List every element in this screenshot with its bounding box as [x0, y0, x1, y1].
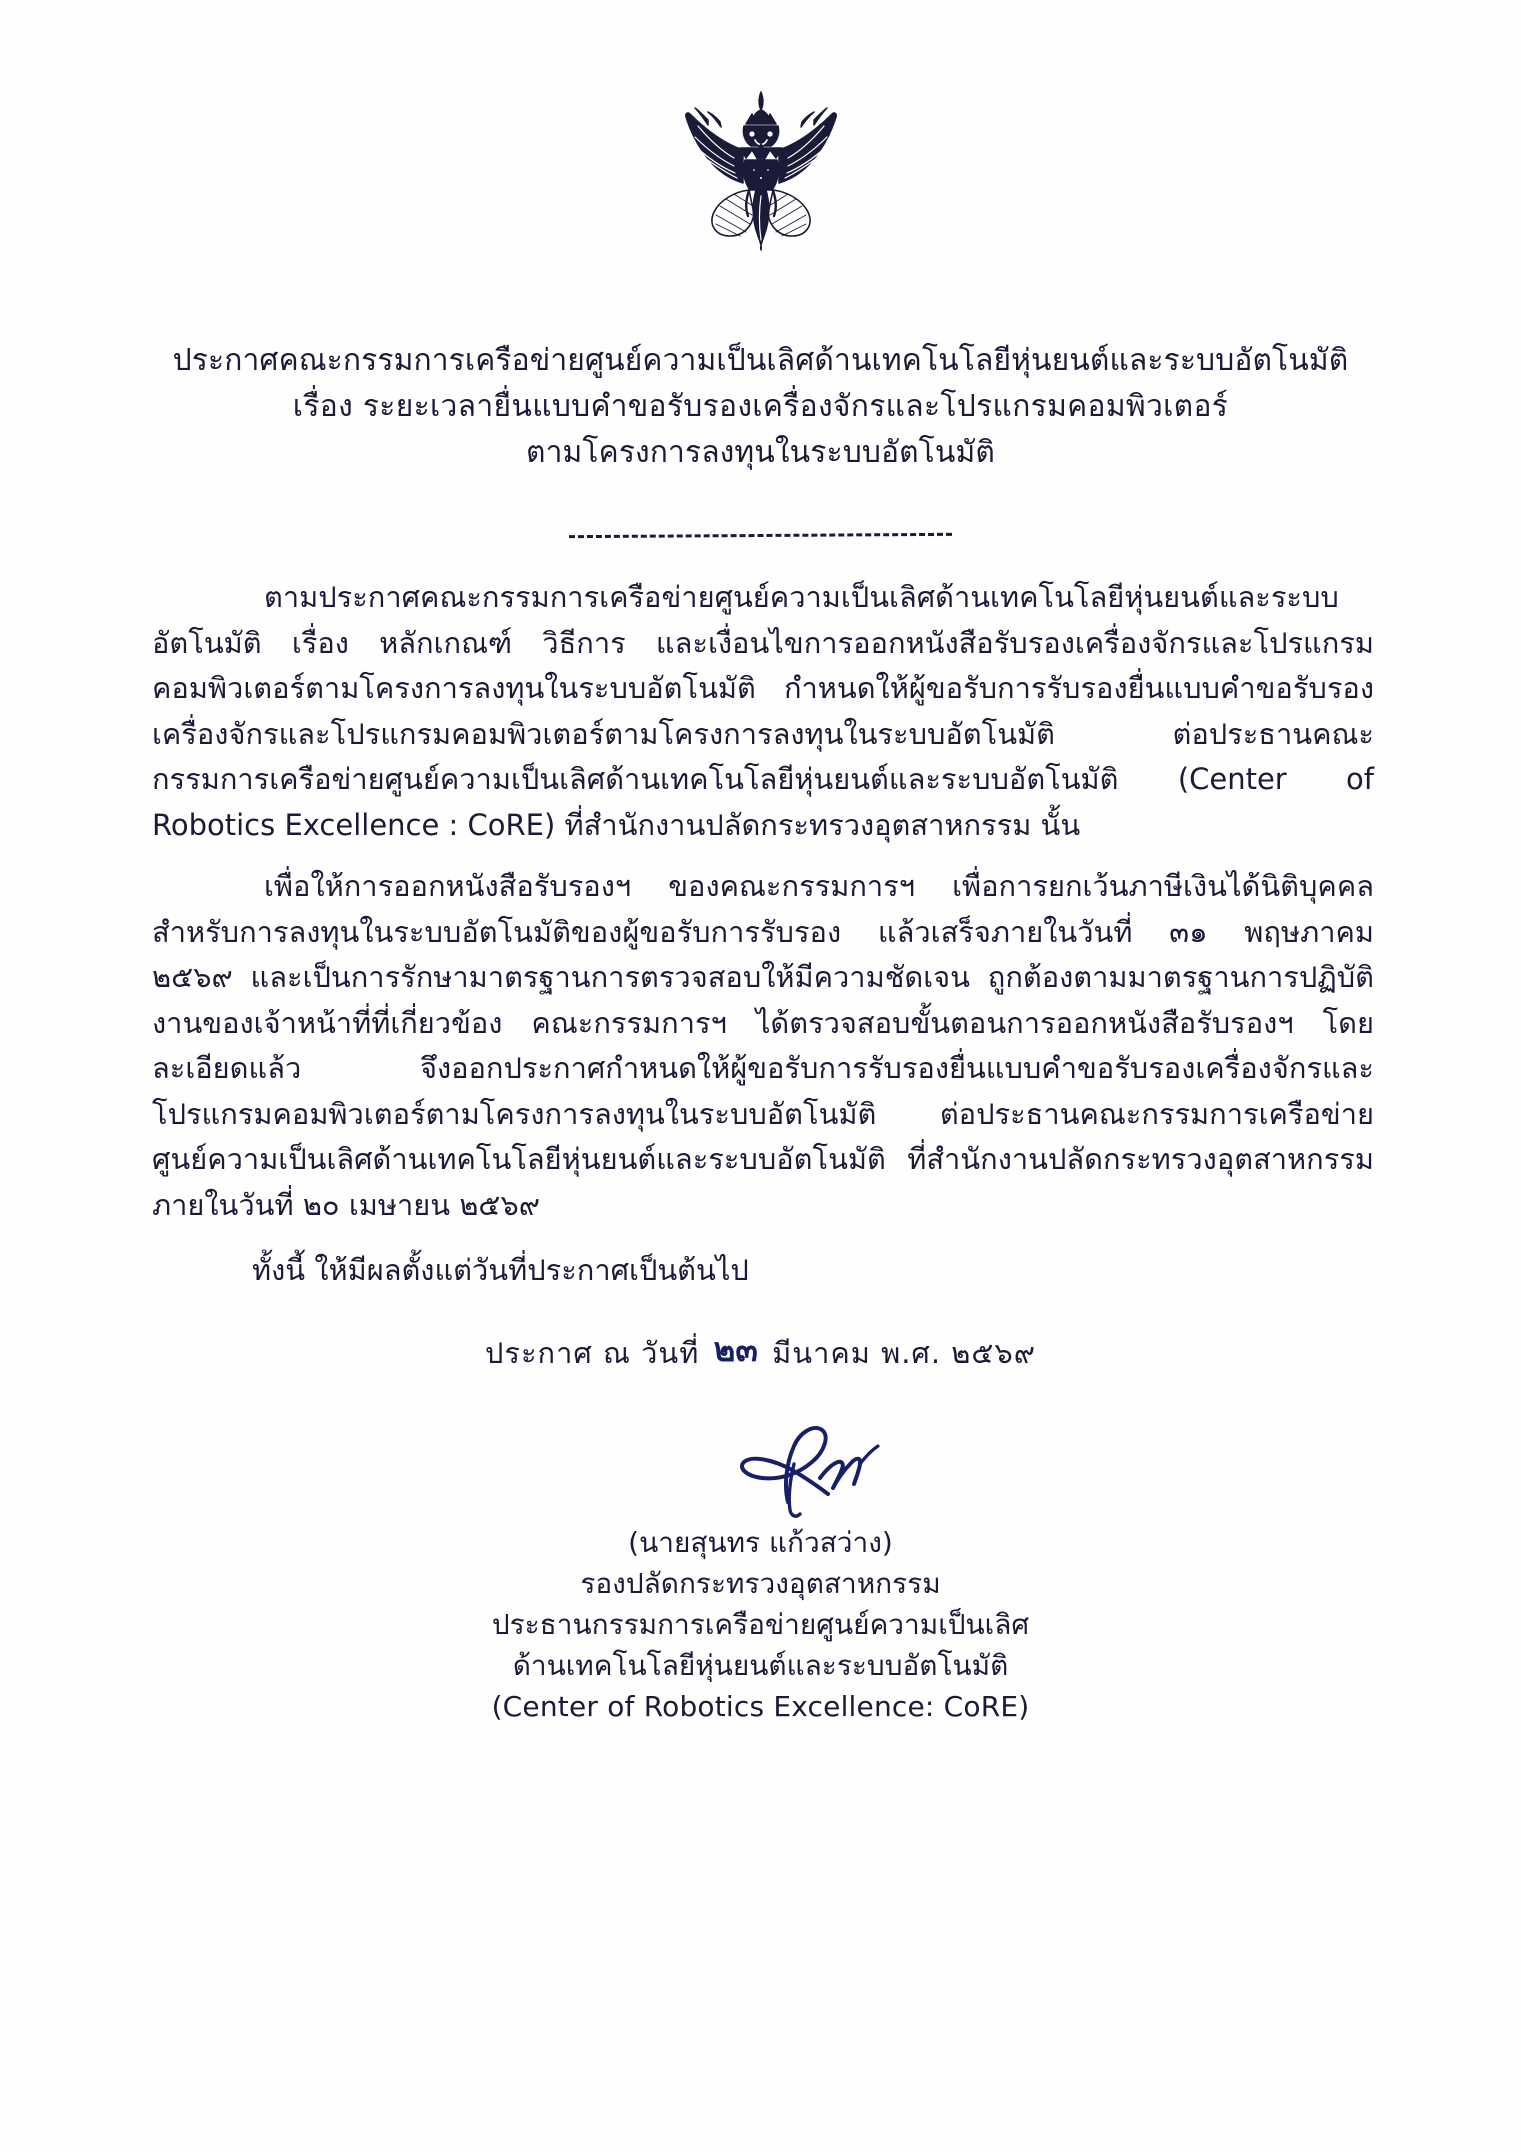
- document-body: [152, 575, 1374, 1304]
- heading-line-1: ประกาศคณะกรรมการเครือข่ายศูนย์ความเป็นเลิศด้านเทคโนโลยีหุ่นยนต์และระบบอัตโนมัติ: [172, 343, 1349, 378]
- signer-position-2: ประธานกรรมการเครือข่ายศูนย์ความเป็นเลิศ: [491, 1608, 1030, 1641]
- body-paragraph-3: [152, 1248, 1374, 1294]
- heading-line-2: เรื่อง ระยะเวลายื่นแบบคำขอรับรองเครื่องจักรและโปรแกรมคอมพิวเตอร์: [292, 389, 1229, 424]
- date-suffix: มีนาคม พ.ศ. ๒๕๖๙: [772, 1336, 1036, 1370]
- signature-block: [0, 1522, 1521, 1727]
- signer-position-1: รองปลัดกระทรวงอุตสาหกรรม: [580, 1567, 941, 1600]
- emblem-container: [0, 84, 1521, 254]
- body-paragraph-2: [152, 864, 1374, 1228]
- signer-position-4: (Center of Robotics Excellence: CoRE): [491, 1690, 1030, 1723]
- separator-rule: [569, 533, 952, 538]
- signer-position-3: ด้านเทคโนโลยีหุ่นยนต์และระบบอัตโนมัติ: [512, 1649, 1009, 1682]
- paragraph-2-text: เพื่อให้การออกหนังสือรับรองฯ ของคณะกรรมการฯ เพื่อการยกเว้นภาษีเงินได้นิติบุคคลสำหรับการลงทุนในระบบอัตโนมัติของผู้ขอรับการรับรอง แล้วเสร็จภายในวันที่ ๓๑ พฤษภาคม ๒๕๖๙ และเป็นการรักษามาตรฐานการตรวจสอบให้มีความชัดเจน ถูกต้องตามมาตรฐานการปฏิบัติงานของเจ้าหน้าที่ที่เกี่ยวข้อง คณะกรรมการฯ ได้ตรวจสอบขั้นตอนการออกหนังสือรับรองฯ โดยละเอียดแล้ว จึงออกประกาศกำหนดให้ผู้ขอรับการรับรองยื่นแบบคำขอรับรองเครื่องจักรและโปรแกรมคอมพิวเตอร์ตามโครงการลงทุนในระบบอัตโนมัติ ต่อประธานคณะกรรมการเครือข่ายศูนย์ความเป็นเลิศด้านเทคโนโลยีหุ่นยนต์และระบบอัตโนมัติ ที่สำนักงานปลัดกระทรวงอุตสาหกรรม ภายในวันที่ ๒๐ เมษายน ๒๕๖๙: [152, 869, 1374, 1222]
- dashed-separator: [0, 534, 1521, 537]
- heading-line-3: ตามโครงการลงทุนในระบบอัตโนมัติ: [526, 435, 995, 470]
- garuda-emblem: [646, 84, 876, 254]
- handwritten-day: ๒๓: [713, 1330, 758, 1369]
- signature-container: [0, 1406, 1521, 1526]
- signer-name: (นายสุนทร แก้วสว่าง): [628, 1526, 893, 1559]
- body-paragraph-1: [152, 575, 1374, 848]
- paragraph-3-text: ทั้งนี้ ให้มีผลตั้งแต่วันที่ประกาศเป็นต้นไป: [252, 1253, 749, 1287]
- date-prefix: ประกาศ ณ วันที่: [485, 1336, 700, 1370]
- announcement-date-line: [0, 1330, 1521, 1375]
- document-heading: [0, 338, 1521, 476]
- paragraph-1-text: ตามประกาศคณะกรรมการเครือข่ายศูนย์ความเป็นเลิศด้านเทคโนโลยีหุ่นยนต์และระบบอัตโนมัติ เรื่อง หลักเกณฑ์ วิธีการ และเงื่อนไขการออกหนังสือรับรองเครื่องจักรและโปรแกรมคอมพิวเตอร์ตามโครงการลงทุนในระบบอัตโนมัติ กำหนดให้ผู้ขอรับการรับรองยื่นแบบคำขอรับรองเครื่องจักรและโปรแกรมคอมพิวเตอร์ตามโครงการลงทุนในระบบอัตโนมัติ ต่อประธานคณะกรรมการเครือข่ายศูนย์ความเป็นเลิศด้านเทคโนโลยีหุ่นยนต์และระบบอัตโนมัติ (Center of Robotics Excellence : CoRE) ที่สำนักงานปลัดกระทรวงอุตสาหกรรม นั้น: [152, 580, 1374, 842]
- handwritten-signature: [692, 1406, 902, 1526]
